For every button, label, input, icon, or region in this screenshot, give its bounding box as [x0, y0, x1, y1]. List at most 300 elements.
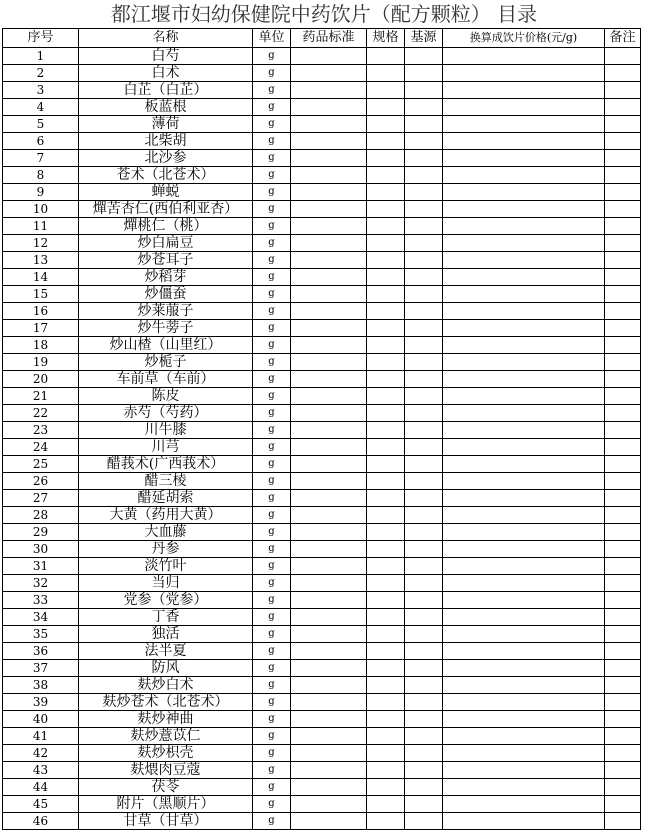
- row-name: 茯苓: [79, 779, 253, 796]
- header-price: 换算成饮片价格(元/g): [443, 29, 605, 48]
- header-spec: 规格: [367, 29, 405, 48]
- row-index: 21: [3, 388, 79, 405]
- row-index: 15: [3, 286, 79, 303]
- row-standard: [291, 252, 367, 269]
- row-origin: [405, 388, 443, 405]
- row-unit: g: [253, 269, 291, 286]
- row-price: [443, 439, 605, 456]
- table-row: [3, 150, 641, 167]
- row-origin: [405, 150, 443, 167]
- row-price: [443, 303, 605, 320]
- row-unit: g: [253, 286, 291, 303]
- table-row: [3, 167, 641, 184]
- row-index: 23: [3, 422, 79, 439]
- row-index: 16: [3, 303, 79, 320]
- row-origin: [405, 575, 443, 592]
- table-row: [3, 354, 641, 371]
- row-origin: [405, 660, 443, 677]
- row-unit: g: [253, 116, 291, 133]
- row-remark: [605, 235, 641, 252]
- row-origin: [405, 779, 443, 796]
- row-remark: [605, 677, 641, 694]
- row-remark: [605, 779, 641, 796]
- table-row: [3, 762, 641, 779]
- row-unit: g: [253, 167, 291, 184]
- row-unit: g: [253, 456, 291, 473]
- row-name: 麸煨肉豆蔻: [79, 762, 253, 779]
- table-row: [3, 422, 641, 439]
- row-origin: [405, 269, 443, 286]
- row-name: 附片（黑顺片）: [79, 796, 253, 813]
- table-row: [3, 813, 641, 830]
- row-spec: [367, 371, 405, 388]
- row-standard: [291, 320, 367, 337]
- table-row: [3, 524, 641, 541]
- table-row: [3, 507, 641, 524]
- row-index: 38: [3, 677, 79, 694]
- row-origin: [405, 116, 443, 133]
- row-origin: [405, 48, 443, 65]
- row-price: [443, 575, 605, 592]
- row-standard: [291, 456, 367, 473]
- row-standard: [291, 286, 367, 303]
- row-spec: [367, 711, 405, 728]
- row-unit: g: [253, 133, 291, 150]
- row-name: 麸炒苍术（北苍术）: [79, 694, 253, 711]
- row-spec: [367, 167, 405, 184]
- row-spec: [367, 728, 405, 745]
- table-row: [3, 286, 641, 303]
- row-standard: [291, 592, 367, 609]
- row-origin: [405, 65, 443, 82]
- row-spec: [367, 150, 405, 167]
- table-row: [3, 235, 641, 252]
- row-origin: [405, 796, 443, 813]
- row-price: [443, 677, 605, 694]
- row-remark: [605, 456, 641, 473]
- row-remark: [605, 439, 641, 456]
- catalog-table: [2, 28, 641, 830]
- row-spec: [367, 456, 405, 473]
- row-price: [443, 711, 605, 728]
- row-origin: [405, 201, 443, 218]
- row-remark: [605, 320, 641, 337]
- row-remark: [605, 541, 641, 558]
- row-name: 丁香: [79, 609, 253, 626]
- row-price: [443, 235, 605, 252]
- row-standard: [291, 235, 367, 252]
- table-row: [3, 541, 641, 558]
- row-spec: [367, 762, 405, 779]
- row-origin: [405, 490, 443, 507]
- row-remark: [605, 252, 641, 269]
- row-origin: [405, 337, 443, 354]
- row-standard: [291, 609, 367, 626]
- row-unit: g: [253, 711, 291, 728]
- row-origin: [405, 762, 443, 779]
- row-index: 29: [3, 524, 79, 541]
- row-origin: [405, 235, 443, 252]
- table-row: [3, 48, 641, 65]
- row-spec: [367, 524, 405, 541]
- row-index: 9: [3, 184, 79, 201]
- row-name: 炒牛蒡子: [79, 320, 253, 337]
- row-standard: [291, 660, 367, 677]
- row-standard: [291, 99, 367, 116]
- row-origin: [405, 405, 443, 422]
- row-standard: [291, 813, 367, 830]
- row-name: 陈皮: [79, 388, 253, 405]
- row-price: [443, 456, 605, 473]
- row-spec: [367, 609, 405, 626]
- row-index: 14: [3, 269, 79, 286]
- row-index: 28: [3, 507, 79, 524]
- row-standard: [291, 779, 367, 796]
- row-spec: [367, 677, 405, 694]
- row-unit: g: [253, 439, 291, 456]
- row-spec: [367, 796, 405, 813]
- row-price: [443, 524, 605, 541]
- row-name: 大黄（药用大黄）: [79, 507, 253, 524]
- row-price: [443, 405, 605, 422]
- row-remark: [605, 745, 641, 762]
- row-remark: [605, 694, 641, 711]
- row-price: [443, 507, 605, 524]
- row-price: [443, 745, 605, 762]
- row-price: [443, 371, 605, 388]
- row-index: 42: [3, 745, 79, 762]
- row-name: 党参（党参）: [79, 592, 253, 609]
- row-standard: [291, 745, 367, 762]
- table-row: [3, 82, 641, 99]
- row-origin: [405, 82, 443, 99]
- table-row: [3, 184, 641, 201]
- row-origin: [405, 813, 443, 830]
- row-price: [443, 218, 605, 235]
- row-remark: [605, 558, 641, 575]
- row-price: [443, 184, 605, 201]
- row-name: 炒僵蚕: [79, 286, 253, 303]
- row-index: 40: [3, 711, 79, 728]
- row-name: 北沙参: [79, 150, 253, 167]
- table-row: [3, 779, 641, 796]
- row-remark: [605, 286, 641, 303]
- table-row: [3, 660, 641, 677]
- table-row: [3, 490, 641, 507]
- table-row: [3, 626, 641, 643]
- row-remark: [605, 643, 641, 660]
- row-spec: [367, 218, 405, 235]
- row-name: 麸炒神曲: [79, 711, 253, 728]
- table-row: [3, 388, 641, 405]
- row-index: 36: [3, 643, 79, 660]
- row-index: 8: [3, 167, 79, 184]
- row-index: 1: [3, 48, 79, 65]
- table-row: [3, 609, 641, 626]
- header-unit: 单位: [253, 29, 291, 48]
- row-remark: [605, 48, 641, 65]
- row-standard: [291, 473, 367, 490]
- row-name: 大血藤: [79, 524, 253, 541]
- row-remark: [605, 728, 641, 745]
- row-index: 5: [3, 116, 79, 133]
- row-index: 44: [3, 779, 79, 796]
- table-row: [3, 303, 641, 320]
- row-spec: [367, 235, 405, 252]
- row-spec: [367, 184, 405, 201]
- row-price: [443, 116, 605, 133]
- row-index: 18: [3, 337, 79, 354]
- header-name: 名称: [79, 29, 253, 48]
- table-row: [3, 439, 641, 456]
- row-remark: [605, 184, 641, 201]
- row-standard: [291, 762, 367, 779]
- row-name: 白芍: [79, 48, 253, 65]
- table-row: [3, 269, 641, 286]
- row-spec: [367, 252, 405, 269]
- row-unit: g: [253, 337, 291, 354]
- row-price: [443, 337, 605, 354]
- header-origin: 基源: [405, 29, 443, 48]
- row-spec: [367, 201, 405, 218]
- table-row: [3, 99, 641, 116]
- row-remark: [605, 524, 641, 541]
- row-remark: [605, 609, 641, 626]
- row-unit: g: [253, 490, 291, 507]
- row-name: 麸炒薏苡仁: [79, 728, 253, 745]
- row-name: 白芷（白芷）: [79, 82, 253, 99]
- row-index: 6: [3, 133, 79, 150]
- row-unit: g: [253, 473, 291, 490]
- table-row: [3, 643, 641, 660]
- row-name: 甘草（甘草）: [79, 813, 253, 830]
- row-origin: [405, 167, 443, 184]
- row-standard: [291, 371, 367, 388]
- row-spec: [367, 439, 405, 456]
- row-spec: [367, 694, 405, 711]
- row-standard: [291, 167, 367, 184]
- row-unit: g: [253, 303, 291, 320]
- row-origin: [405, 728, 443, 745]
- row-name: 醋三棱: [79, 473, 253, 490]
- row-price: [443, 65, 605, 82]
- row-index: 39: [3, 694, 79, 711]
- row-unit: g: [253, 745, 291, 762]
- row-standard: [291, 507, 367, 524]
- row-origin: [405, 745, 443, 762]
- row-price: [443, 592, 605, 609]
- row-unit: g: [253, 796, 291, 813]
- row-remark: [605, 116, 641, 133]
- row-origin: [405, 626, 443, 643]
- row-origin: [405, 694, 443, 711]
- row-spec: [367, 388, 405, 405]
- row-origin: [405, 133, 443, 150]
- row-price: [443, 201, 605, 218]
- row-spec: [367, 779, 405, 796]
- row-spec: [367, 65, 405, 82]
- row-name: 炒苍耳子: [79, 252, 253, 269]
- table-row: [3, 592, 641, 609]
- row-spec: [367, 592, 405, 609]
- row-price: [443, 150, 605, 167]
- row-spec: [367, 745, 405, 762]
- row-remark: [605, 592, 641, 609]
- row-index: 17: [3, 320, 79, 337]
- row-spec: [367, 82, 405, 99]
- row-remark: [605, 150, 641, 167]
- row-name: 淡竹叶: [79, 558, 253, 575]
- row-name: 白术: [79, 65, 253, 82]
- row-standard: [291, 337, 367, 354]
- table-row: [3, 677, 641, 694]
- row-unit: g: [253, 694, 291, 711]
- table-row: [3, 711, 641, 728]
- row-price: [443, 167, 605, 184]
- row-index: 7: [3, 150, 79, 167]
- row-index: 30: [3, 541, 79, 558]
- row-origin: [405, 643, 443, 660]
- row-standard: [291, 575, 367, 592]
- row-spec: [367, 643, 405, 660]
- row-spec: [367, 48, 405, 65]
- table-row: [3, 133, 641, 150]
- row-unit: g: [253, 558, 291, 575]
- row-index: 33: [3, 592, 79, 609]
- row-unit: g: [253, 575, 291, 592]
- row-remark: [605, 626, 641, 643]
- row-name: 炒山楂（山里红）: [79, 337, 253, 354]
- row-spec: [367, 133, 405, 150]
- row-price: [443, 490, 605, 507]
- row-price: [443, 660, 605, 677]
- table-row: [3, 575, 641, 592]
- row-standard: [291, 796, 367, 813]
- row-unit: g: [253, 354, 291, 371]
- row-price: [443, 354, 605, 371]
- table-header-row: [3, 29, 641, 48]
- row-spec: [367, 626, 405, 643]
- row-price: [443, 252, 605, 269]
- row-name: 川牛膝: [79, 422, 253, 439]
- row-spec: [367, 99, 405, 116]
- row-unit: g: [253, 813, 291, 830]
- table-row: [3, 728, 641, 745]
- row-spec: [367, 303, 405, 320]
- row-unit: g: [253, 592, 291, 609]
- row-name: 薄荷: [79, 116, 253, 133]
- row-remark: [605, 473, 641, 490]
- row-origin: [405, 99, 443, 116]
- row-price: [443, 286, 605, 303]
- row-standard: [291, 133, 367, 150]
- row-origin: [405, 711, 443, 728]
- row-origin: [405, 184, 443, 201]
- row-index: 37: [3, 660, 79, 677]
- row-spec: [367, 813, 405, 830]
- row-origin: [405, 677, 443, 694]
- table-row: [3, 201, 641, 218]
- row-name: 川芎: [79, 439, 253, 456]
- row-standard: [291, 524, 367, 541]
- row-remark: [605, 218, 641, 235]
- row-remark: [605, 796, 641, 813]
- row-spec: [367, 405, 405, 422]
- row-origin: [405, 252, 443, 269]
- row-index: 46: [3, 813, 79, 830]
- row-name: 醋延胡索: [79, 490, 253, 507]
- row-standard: [291, 541, 367, 558]
- row-name: 当归: [79, 575, 253, 592]
- row-spec: [367, 320, 405, 337]
- row-spec: [367, 269, 405, 286]
- row-remark: [605, 762, 641, 779]
- table-row: [3, 405, 641, 422]
- table-row: [3, 337, 641, 354]
- row-origin: [405, 320, 443, 337]
- row-index: 32: [3, 575, 79, 592]
- row-remark: [605, 405, 641, 422]
- row-standard: [291, 422, 367, 439]
- table-row: [3, 320, 641, 337]
- row-unit: g: [253, 779, 291, 796]
- row-unit: g: [253, 541, 291, 558]
- row-remark: [605, 711, 641, 728]
- table-row: [3, 473, 641, 490]
- row-name: 炒栀子: [79, 354, 253, 371]
- row-remark: [605, 82, 641, 99]
- row-spec: [367, 354, 405, 371]
- row-price: [443, 541, 605, 558]
- row-remark: [605, 133, 641, 150]
- row-origin: [405, 473, 443, 490]
- table-row: [3, 745, 641, 762]
- row-remark: [605, 337, 641, 354]
- row-unit: g: [253, 609, 291, 626]
- row-standard: [291, 439, 367, 456]
- row-price: [443, 320, 605, 337]
- row-remark: [605, 99, 641, 116]
- table-row: [3, 456, 641, 473]
- row-standard: [291, 116, 367, 133]
- table-row: [3, 252, 641, 269]
- row-remark: [605, 201, 641, 218]
- row-index: 10: [3, 201, 79, 218]
- table-row: [3, 796, 641, 813]
- row-standard: [291, 218, 367, 235]
- row-standard: [291, 711, 367, 728]
- row-name: 麸炒白术: [79, 677, 253, 694]
- row-unit: g: [253, 388, 291, 405]
- row-index: 20: [3, 371, 79, 388]
- row-spec: [367, 541, 405, 558]
- page-title: 都江堰市妇幼保健院中药饮片（配方颗粒） 目录: [110, 2, 538, 26]
- row-origin: [405, 286, 443, 303]
- row-name: 燀苦杏仁(西伯利亚杏）: [79, 201, 253, 218]
- row-standard: [291, 728, 367, 745]
- row-price: [443, 388, 605, 405]
- row-origin: [405, 218, 443, 235]
- row-price: [443, 779, 605, 796]
- row-name: 燀桃仁（桃）: [79, 218, 253, 235]
- row-price: [443, 133, 605, 150]
- row-index: 25: [3, 456, 79, 473]
- row-remark: [605, 422, 641, 439]
- row-spec: [367, 490, 405, 507]
- row-origin: [405, 439, 443, 456]
- row-price: [443, 626, 605, 643]
- row-origin: [405, 541, 443, 558]
